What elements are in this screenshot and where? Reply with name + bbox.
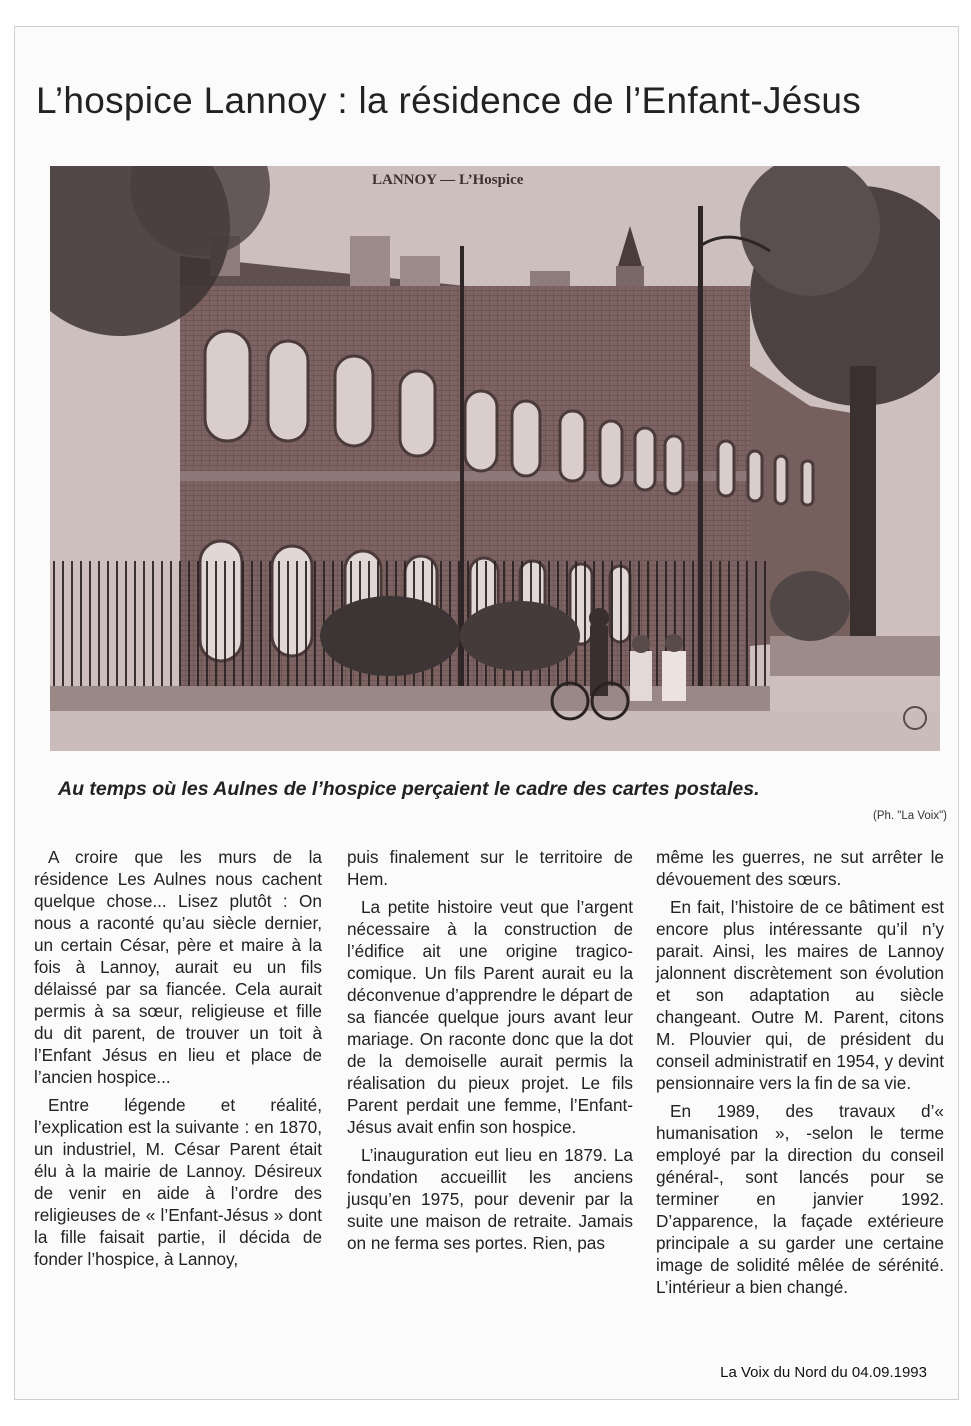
historic-postcard-photo	[50, 166, 940, 751]
paragraph: Entre légende et réalité, l’explication est la suivante : en 1870, un industriel, M. César Parent était élu à la mairie de Lannoy. Désireux de venir en aide à l’ordre des religieuses de « l’Enfant-Jésus » dont la fille faisait partie, il décida de fonder l’hospice, à Lannoy,	[34, 1095, 322, 1269]
headline: L’hospice Lannoy : la résidence de l’Enfant-Jésus	[36, 80, 862, 121]
photo-caption: Au temps où les Aulnes de l’hospice perçaient le cadre des cartes postales.	[58, 778, 760, 800]
paragraph: A croire que les murs de la résidence Les Aulnes nous cachent quelque chose... Lisez plutôt : On nous a raconté qu’au siècle dernier, un certain César, père et maire à la fois à Lannoy, aurait eu un fils délaissé par sa fiancée. Cela aurait permis à sa sœur, religieuse et fille du dit parent, de trouver un toit à l’Enfant Jésus en lieu et place de l’ancien hospice...	[34, 847, 322, 1087]
paragraph: La petite histoire veut que l’argent nécessaire à la construction de l’édifice ait une origine tragico-comique. Un fils Parent aurait eu la déconvenue d’apprendre le départ de sa fiancée quelque jours avant leur mariage. On raconte donc que la dot de la demoiselle aurait permis la réalisation du pieux projet. Le fils Parent perdait une femme, l’Enfant-Jésus avait enfin son hospice.	[347, 897, 633, 1137]
postcard-label: LANNOY — L’Hospice	[372, 172, 524, 188]
paragraph: En 1989, des travaux d’« humanisation », -selon le terme employé par la direction du conseil général-, sont lancés pour se terminer en janvier 1992. D’apparence, la façade extérieure principale a su garder une certaine image de solidité mêlée de sérénité. L’intérieur a bien changé.	[656, 1101, 944, 1297]
photo-credit: (Ph. "La Voix")	[872, 810, 947, 822]
hospice-building-illustration	[50, 166, 940, 751]
source-footer: La Voix du Nord du 04.09.1993	[720, 1364, 927, 1381]
paragraph: En fait, l’histoire de ce bâtiment est encore plus intéressante qu’il n’y parait. Ainsi, les maires de Lannoy jalonnent discrètement son évolution et son adaptation au siècle changeant. Outre M. Parent, citons M. Plouvier qui, de président du conseil administratif en 1954, y devint pensionnaire vers la fin de sa vie.	[656, 897, 944, 1093]
article-column-2	[347, 846, 633, 1260]
paragraph: même les guerres, ne sut arrêter le dévouement des sœurs.	[656, 847, 944, 889]
paragraph: L’inauguration eut lieu en 1879. La fondation accueillit les anciens jusqu’en 1975, pour devenir par la suite une maison de retraite. Jamais on ne ferma ses portes. Rien, pas	[347, 1145, 633, 1253]
article-column-3	[656, 846, 944, 1304]
paragraph: puis finalement sur le territoire de Hem.	[347, 847, 633, 889]
article-column-1	[34, 846, 322, 1276]
